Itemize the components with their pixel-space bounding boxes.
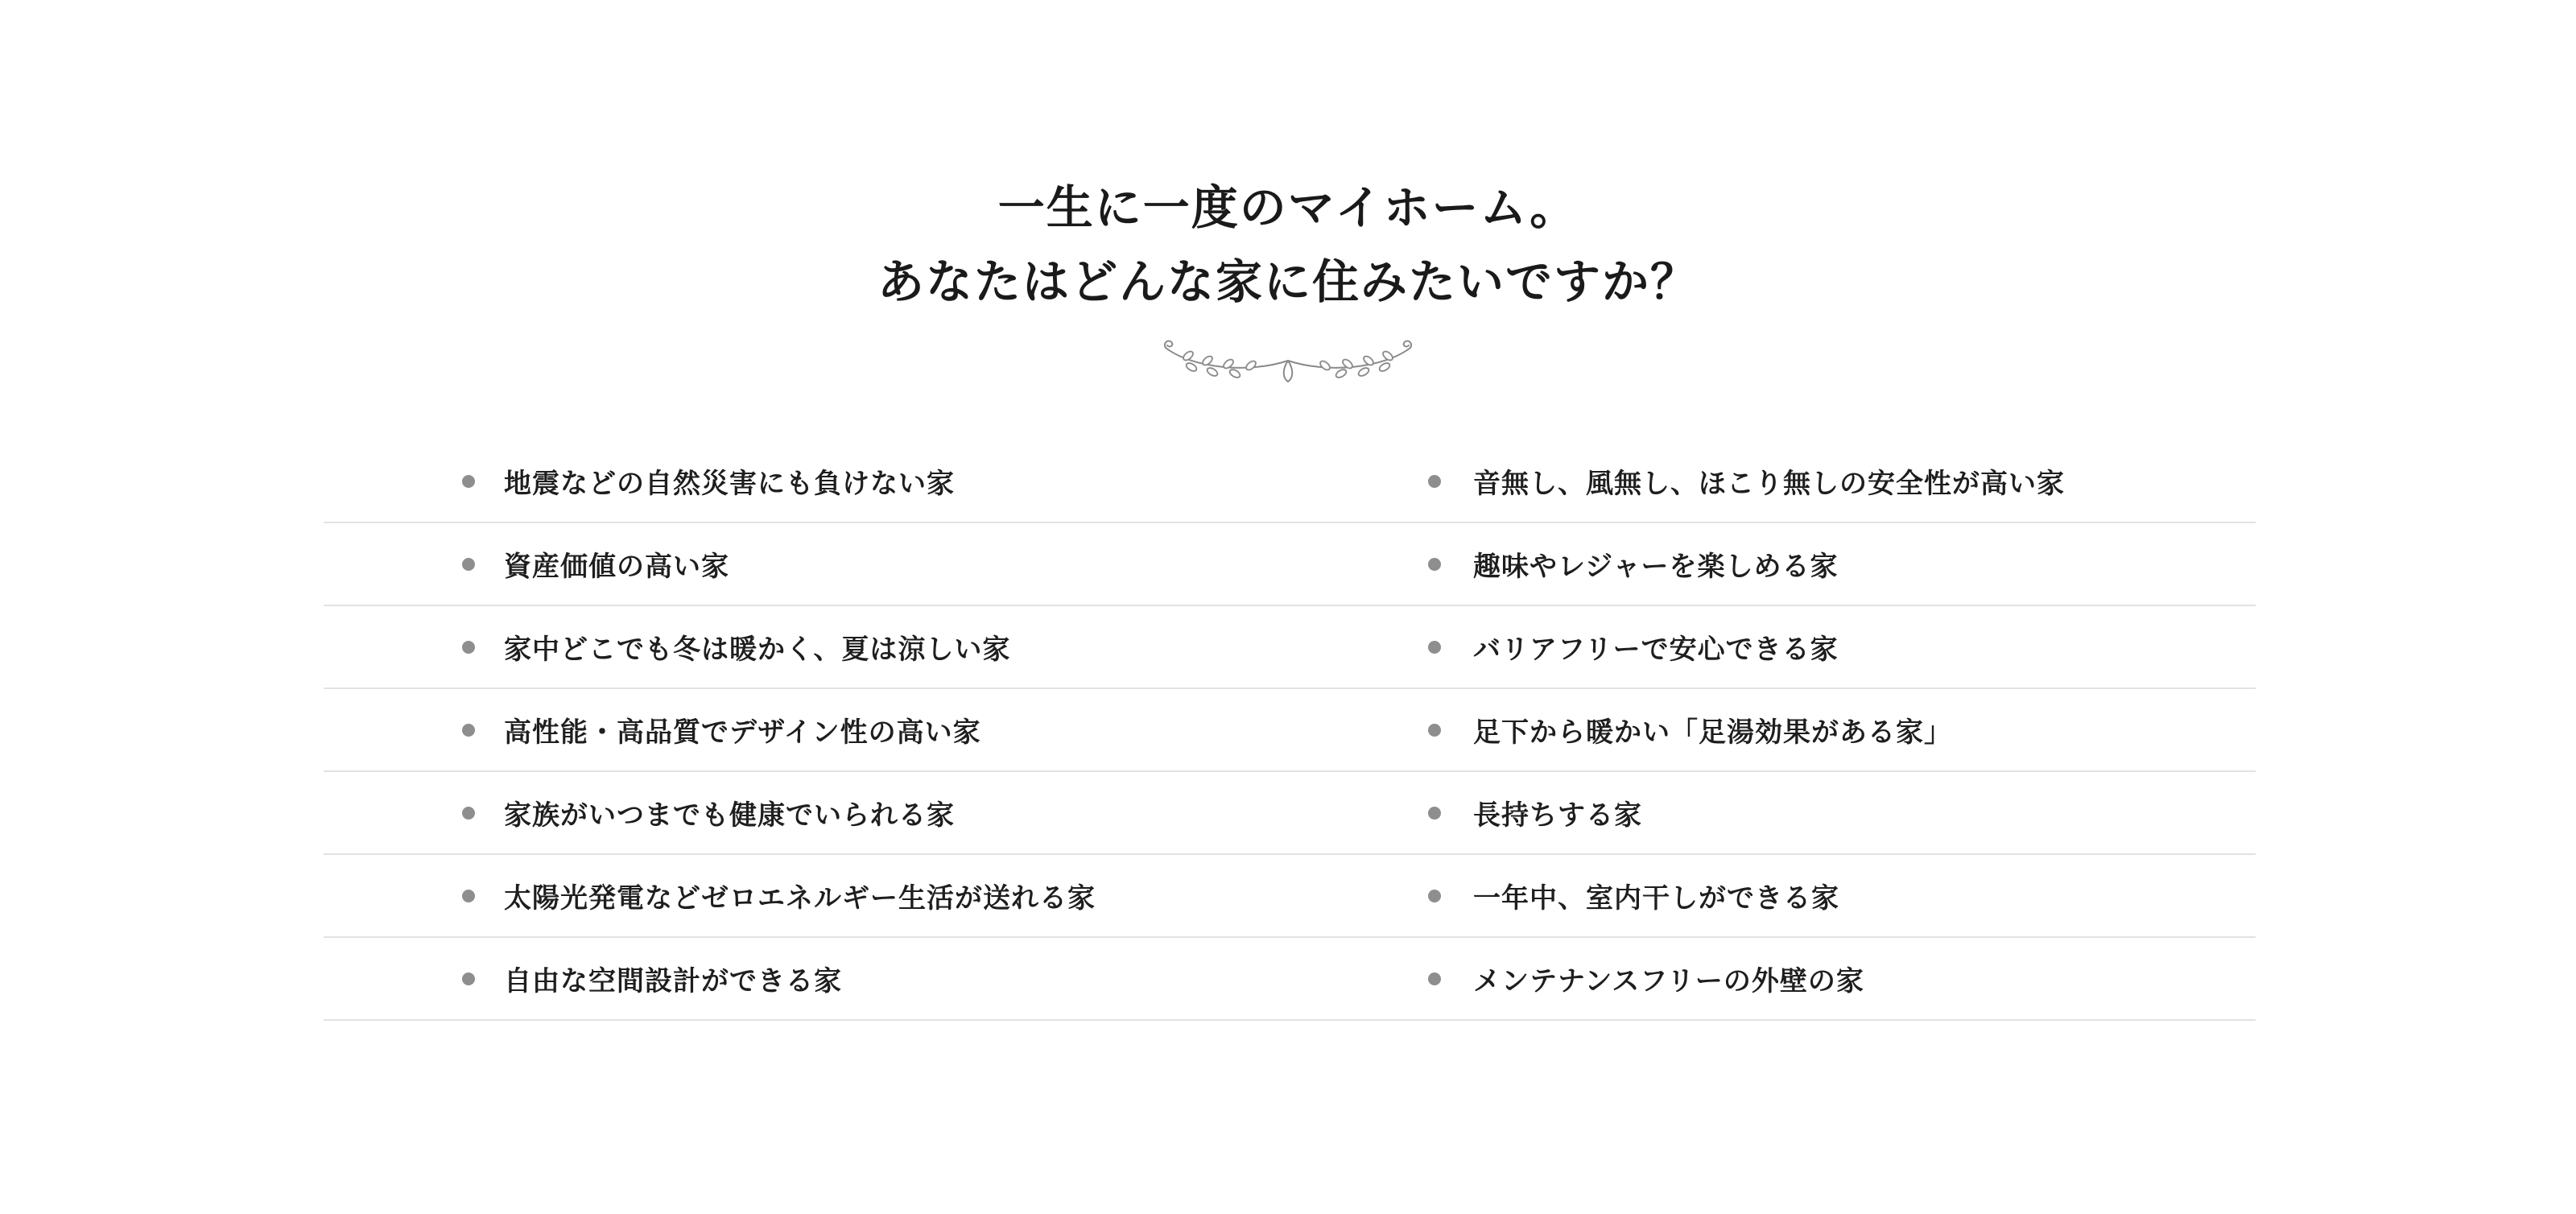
list-item bbox=[1209, 606, 2256, 688]
list-row bbox=[324, 855, 2256, 938]
list-row bbox=[324, 440, 2256, 523]
bullet-icon bbox=[1428, 972, 1441, 985]
list-item bbox=[324, 938, 1209, 1019]
laurel-divider-icon bbox=[1161, 337, 1415, 390]
list-row bbox=[324, 772, 2256, 855]
list-item-label: バリアフリーで安心できる家 bbox=[1473, 634, 1839, 666]
list-item-label: 高性能・高品質でデザイン性の高い家 bbox=[504, 716, 981, 749]
bullet-icon bbox=[462, 475, 475, 488]
bullet-icon bbox=[1428, 641, 1441, 654]
list-item-label: 地震などの自然災害にも負けない家 bbox=[504, 468, 955, 500]
bullet-icon bbox=[462, 972, 475, 985]
list-item bbox=[1209, 523, 2256, 605]
list-item bbox=[1209, 938, 2256, 1019]
heading-line-1: 一生に一度のマイホーム。 bbox=[997, 180, 1579, 235]
list-row bbox=[324, 689, 2256, 772]
bullet-icon bbox=[462, 890, 475, 902]
section-heading bbox=[0, 171, 2576, 319]
list-item bbox=[1209, 855, 2256, 936]
bullet-icon bbox=[1428, 475, 1441, 488]
list-item bbox=[324, 855, 1209, 936]
list-item-label: 資産価値の高い家 bbox=[504, 551, 729, 583]
bullet-icon bbox=[1428, 807, 1441, 820]
list-item bbox=[324, 440, 1209, 522]
list-row bbox=[324, 606, 2256, 689]
list-row bbox=[324, 523, 2256, 606]
list-item bbox=[324, 523, 1209, 605]
bullet-icon bbox=[1428, 890, 1441, 902]
list-item bbox=[324, 606, 1209, 688]
bullet-icon bbox=[462, 807, 475, 820]
list-item-label: 自由な空間設計ができる家 bbox=[504, 965, 842, 997]
list-item-label: 長持ちする家 bbox=[1473, 799, 1642, 832]
list-row bbox=[324, 938, 2256, 1021]
list-item bbox=[324, 689, 1209, 770]
heading-line-2: あなたはどんな家に住みたいですか？ bbox=[877, 254, 1699, 309]
list-item bbox=[1209, 440, 2256, 522]
list-item-label: 足下から暖かい「足湯効果がある家」 bbox=[1473, 716, 1952, 749]
list-item-label: 家族がいつまでも健康でいられる家 bbox=[504, 799, 955, 832]
list-item-label: 一年中、室内干しができる家 bbox=[1473, 882, 1839, 915]
bullet-icon bbox=[462, 558, 475, 571]
list-item-label: メンテナンスフリーの外壁の家 bbox=[1473, 965, 1864, 997]
bullet-icon bbox=[462, 641, 475, 654]
bullet-icon bbox=[1428, 558, 1441, 571]
list-item-label: 太陽光発電などゼロエネルギー生活が送れる家 bbox=[504, 882, 1096, 915]
list-item bbox=[1209, 689, 2256, 770]
wish-list bbox=[324, 440, 2256, 1021]
bullet-icon bbox=[1428, 724, 1441, 737]
list-item bbox=[324, 772, 1209, 853]
list-item-label: 家中どこでも冬は暖かく、夏は涼しい家 bbox=[504, 634, 1011, 666]
list-item-label: 音無し、風無し、ほこり無しの安全性が高い家 bbox=[1473, 468, 2065, 500]
list-item-label: 趣味やレジャーを楽しめる家 bbox=[1473, 551, 1839, 583]
list-item bbox=[1209, 772, 2256, 853]
bullet-icon bbox=[462, 724, 475, 737]
